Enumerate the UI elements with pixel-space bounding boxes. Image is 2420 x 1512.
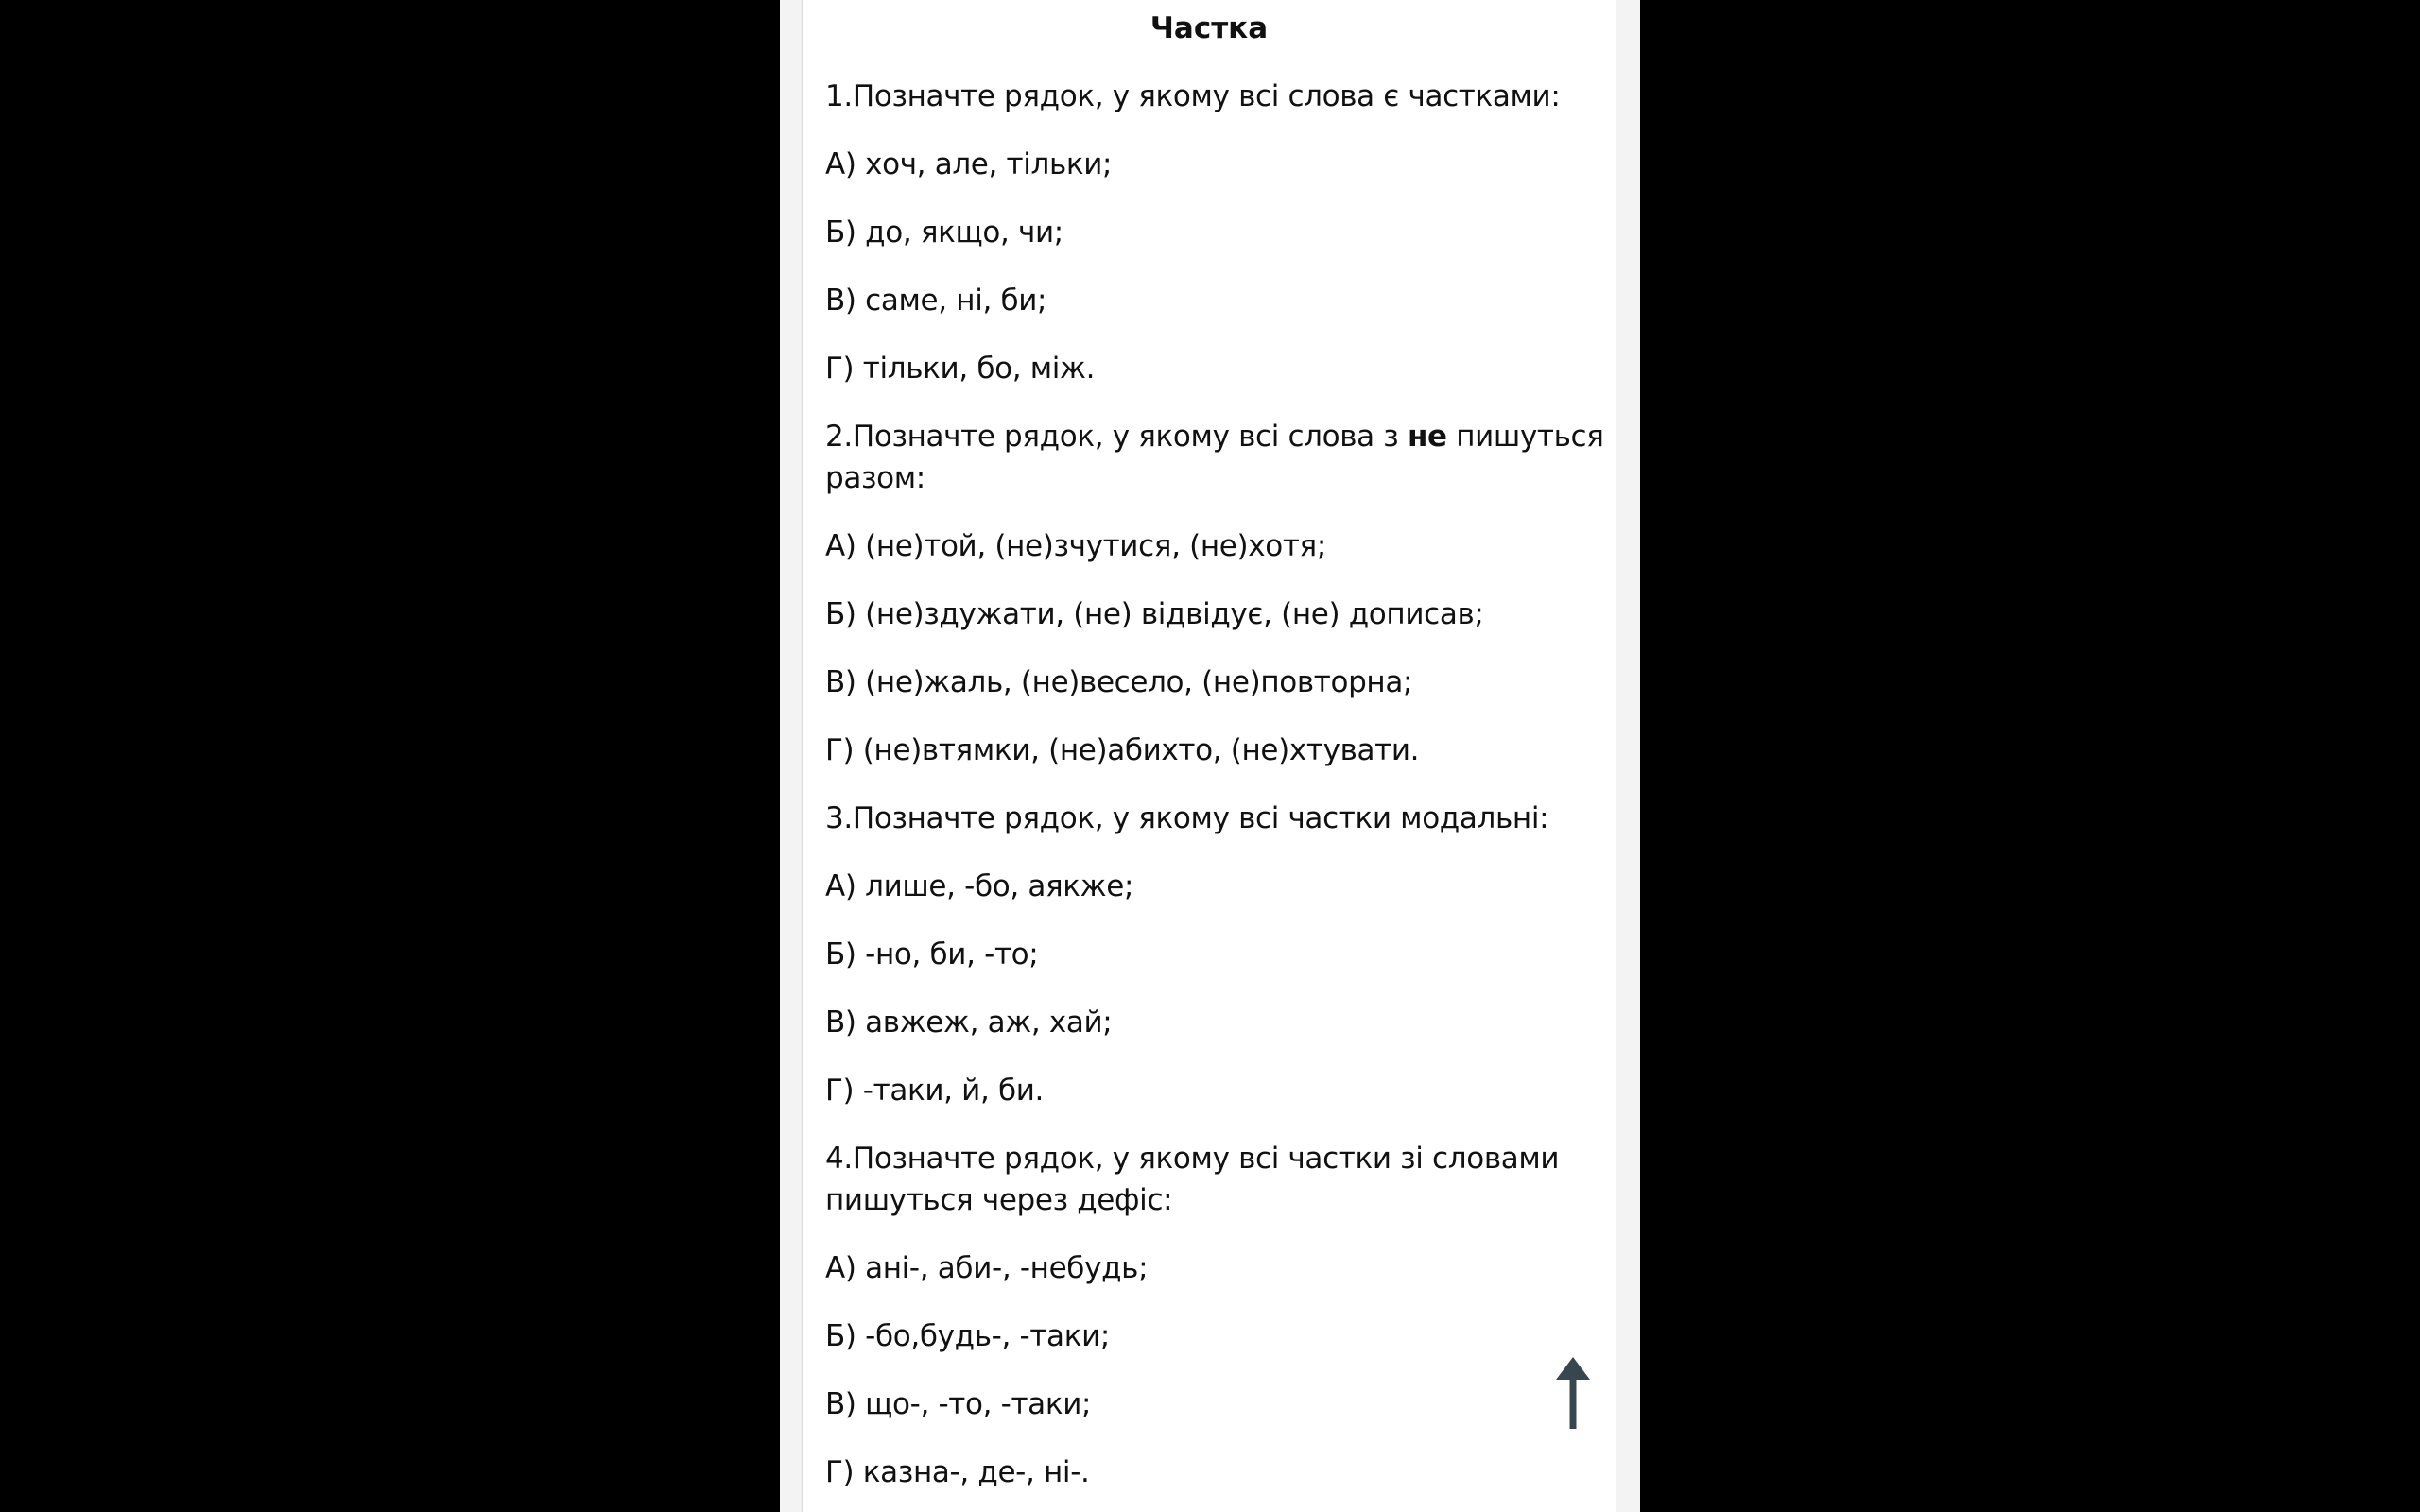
question-3-option-c: В) авжеж, аж, хай; [825,1005,1113,1040]
question-2-option-a: А) (не)той, (не)зчутися, (не)хотя; [825,529,1326,563]
question-2-line-2: разом: [825,461,925,495]
question-3-option-a: А) лише, -бо, аякже; [825,869,1134,903]
page-title: Частка [1150,11,1269,45]
question-2-text-end: пишуться [1446,420,1604,454]
question-4-line-2: пишуться через дефіс: [825,1183,1173,1217]
question-1-option-d: Г) тільки, бо, між. [825,352,1096,386]
document-viewport[interactable] [780,0,1640,1512]
question-1-option-b: Б) до, якщо, чи; [825,215,1063,249]
question-2-option-c: В) (не)жаль, (не)весело, (не)повторна; [825,665,1413,699]
question-2-emphasis: не [1407,420,1447,454]
question-4-option-c: В) що-, -то, -таки; [825,1387,1092,1421]
question-3: 3.Позначте рядок, у якому всі частки модальні: [825,801,1549,835]
question-4: 4.Позначте рядок, у якому всі частки зі словами [825,1142,1560,1176]
question-2 [825,416,1604,457]
question-2-option-d: Г) (не)втямки, (не)абихто, (не)хтувати. [825,733,1420,767]
scroll-to-top-button[interactable] [1547,1357,1599,1433]
question-1-option-a: А) хоч, але, тільки; [825,147,1113,181]
question-2-option-b: Б) (не)здужати, (не) відвідує, (не) дописав; [825,597,1484,631]
question-4-option-b: Б) -бо,будь-, -таки; [825,1319,1110,1353]
question-4-option-d: Г) казна-, де-, ні-. [825,1455,1090,1489]
question-3-option-d: Г) -таки, й, би. [825,1074,1045,1108]
question-4-option-a: А) ані-, аби-, -небудь; [825,1251,1149,1285]
question-2-text: 2.Позначте рядок, у якому всі слова з [825,420,1408,454]
document-page [802,0,1616,1512]
question-1-option-c: В) саме, ні, би; [825,284,1047,318]
question-3-option-b: Б) -но, би, -то; [825,937,1039,971]
question-1: 1.Позначте рядок, у якому всі слова є частками: [825,79,1561,113]
arrow-up-icon [1547,1357,1599,1433]
